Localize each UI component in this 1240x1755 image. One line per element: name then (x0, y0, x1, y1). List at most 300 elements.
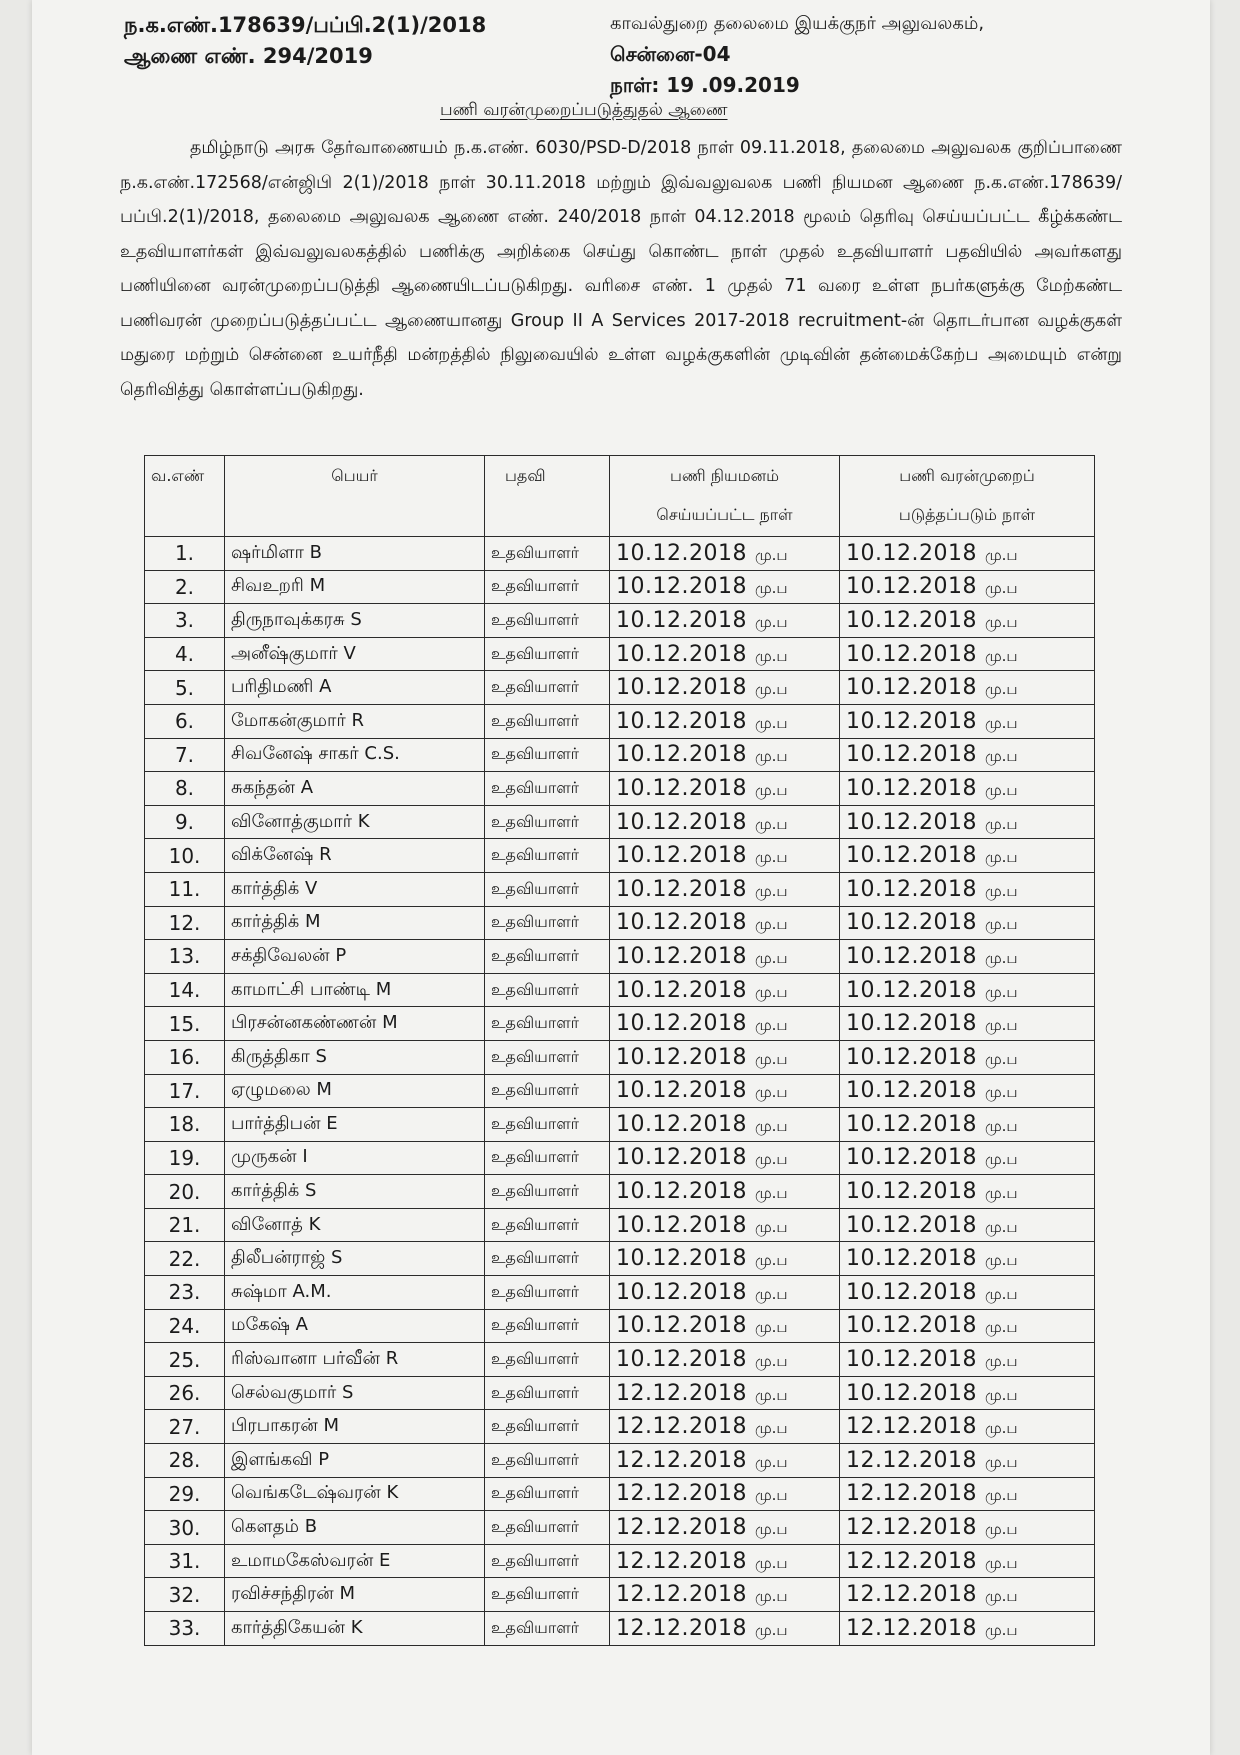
regularisation-session: மு.ப (984, 1217, 1018, 1236)
row-regularisation-date (840, 1108, 1095, 1142)
appointment-session: மு.ப (754, 1452, 788, 1471)
regularisation-date-value: 10.12.2018 (846, 1246, 977, 1272)
regularisation-date-value: 10.12.2018 (846, 1179, 977, 1205)
appointment-date-value: 10.12.2018 (616, 1279, 747, 1305)
appointment-date-value: 10.12.2018 (616, 910, 747, 936)
order-subject: பணி வரன்முறைப்படுத்துதல் ஆணை (440, 100, 728, 120)
regularisation-date-value: 10.12.2018 (846, 943, 977, 969)
row-designation: உதவியாளர் (485, 906, 610, 940)
row-regularisation-date (840, 973, 1095, 1007)
row-designation: உதவியாளர் (485, 738, 610, 772)
row-designation: உதவியாளர் (485, 1410, 610, 1444)
table-row (145, 570, 1095, 604)
table-row (145, 604, 1095, 638)
row-employee-name: சுகந்தன் A (225, 772, 485, 806)
row-designation: உதவியாளர் (485, 604, 610, 638)
row-serial-number: 24. (145, 1309, 225, 1343)
row-appointment-date (610, 1175, 840, 1209)
regularisation-session: மு.ப (984, 646, 1018, 665)
row-serial-number: 31. (145, 1544, 225, 1578)
appointment-date-value: 10.12.2018 (616, 574, 747, 600)
row-regularisation-date (840, 570, 1095, 604)
table-row (145, 772, 1095, 806)
appointment-session: மு.ப (754, 948, 788, 967)
row-regularisation-date (840, 1208, 1095, 1242)
col-header-post: பதவி (485, 456, 610, 537)
appointment-date-value: 10.12.2018 (616, 1011, 747, 1037)
table-row (145, 637, 1095, 671)
table-row (145, 906, 1095, 940)
office-address (610, 8, 984, 101)
regularisation-date-value: 10.12.2018 (846, 607, 977, 633)
row-serial-number: 20. (145, 1175, 225, 1209)
row-serial-number: 33. (145, 1612, 225, 1646)
appointment-date-value: 10.12.2018 (616, 843, 747, 869)
table-row (145, 1612, 1095, 1646)
table-row (145, 1141, 1095, 1175)
row-appointment-date (610, 1544, 840, 1578)
row-regularisation-date (840, 738, 1095, 772)
row-employee-name: மோகன்குமார் R (225, 704, 485, 738)
appointment-session: மு.ப (754, 982, 788, 1001)
row-regularisation-date (840, 604, 1095, 638)
row-designation: உதவியாளர் (485, 1141, 610, 1175)
row-employee-name: ரவிச்சந்திரன் M (225, 1578, 485, 1612)
row-designation: உதவியாளர் (485, 940, 610, 974)
appointment-session: மு.ப (754, 579, 788, 598)
appointment-session: மு.ப (754, 1385, 788, 1404)
row-employee-name: சுஷ்மா A.M. (225, 1276, 485, 1310)
appointment-session: மு.ப (754, 1217, 788, 1236)
regularisation-session: மு.ப (984, 1587, 1018, 1606)
regularisation-date-value: 12.12.2018 (846, 1548, 977, 1574)
row-serial-number: 23. (145, 1276, 225, 1310)
row-appointment-date (610, 1410, 840, 1444)
appointment-session: மு.ப (754, 646, 788, 665)
col-header-appointment-line1: பணி நியமனம் (669, 466, 780, 485)
office-name: காவல்துறை தலைமை இயக்குநர் அலுவலகம், (610, 13, 985, 34)
row-regularisation-date (840, 839, 1095, 873)
appointment-session: மு.ப (754, 848, 788, 867)
appointment-session: மு.ப (754, 1016, 788, 1035)
row-designation: உதவியாளர் (485, 973, 610, 1007)
row-serial-number: 18. (145, 1108, 225, 1142)
table-row (145, 1511, 1095, 1545)
row-serial-number: 10. (145, 839, 225, 873)
table-row (145, 1309, 1095, 1343)
row-serial-number: 4. (145, 637, 225, 671)
table-row (145, 1175, 1095, 1209)
appointment-session: மு.ப (754, 1587, 788, 1606)
row-designation: உதவியாளர் (485, 1040, 610, 1074)
staff-table (144, 455, 1095, 1646)
row-designation: உதவியாளர் (485, 805, 610, 839)
row-appointment-date (610, 1578, 840, 1612)
appointment-date-value: 12.12.2018 (616, 1615, 747, 1641)
row-regularisation-date (840, 637, 1095, 671)
row-serial-number: 14. (145, 973, 225, 1007)
table-row (145, 1074, 1095, 1108)
regularisation-date-value: 10.12.2018 (846, 910, 977, 936)
regularisation-session: மு.ப (984, 1452, 1018, 1471)
regularisation-session: மு.ப (984, 814, 1018, 833)
table-row (145, 704, 1095, 738)
row-regularisation-date (840, 906, 1095, 940)
row-serial-number: 26. (145, 1376, 225, 1410)
row-employee-name: பார்த்திபன் E (225, 1108, 485, 1142)
appointment-date-value: 12.12.2018 (616, 1515, 747, 1541)
table-row (145, 1410, 1095, 1444)
row-appointment-date (610, 570, 840, 604)
col-header-regularisation-line2: படுத்தப்படும் நாள் (898, 505, 1036, 524)
regularisation-date-value: 12.12.2018 (846, 1582, 977, 1608)
regularisation-session: மு.ப (984, 1352, 1018, 1371)
regularisation-date-value: 10.12.2018 (846, 540, 977, 566)
appointment-session: மு.ப (754, 1284, 788, 1303)
regularisation-session: மு.ப (984, 1620, 1018, 1639)
regularisation-session: மு.ப (984, 545, 1018, 564)
col-header-appointment-line2: செய்யப்பட்ட நாள் (656, 505, 793, 524)
appointment-date-value: 10.12.2018 (616, 540, 747, 566)
row-employee-name: ஷர்மிளா B (225, 537, 485, 571)
appointment-date-value: 10.12.2018 (616, 742, 747, 768)
row-designation: உதவியாளர் (485, 1343, 610, 1377)
row-employee-name: சிவஉறரி M (225, 570, 485, 604)
regularisation-date-value: 12.12.2018 (846, 1515, 977, 1541)
row-appointment-date (610, 637, 840, 671)
appointment-session: மு.ப (754, 1520, 788, 1539)
appointment-session: மு.ப (754, 747, 788, 766)
appointment-session: மு.ப (754, 1352, 788, 1371)
row-employee-name: சிவனேஷ் சாகர் C.S. (225, 738, 485, 772)
regularisation-date-value: 10.12.2018 (846, 1078, 977, 1104)
appointment-session: மு.ப (754, 545, 788, 564)
row-employee-name: கார்த்திக் S (225, 1175, 485, 1209)
regularisation-session: மு.ப (984, 1184, 1018, 1203)
appointment-date-value: 12.12.2018 (616, 1582, 747, 1608)
regularisation-date-value: 10.12.2018 (846, 775, 977, 801)
table-row (145, 1544, 1095, 1578)
regularisation-session: மு.ப (984, 1385, 1018, 1404)
appointment-session: மு.ப (754, 713, 788, 732)
row-appointment-date (610, 738, 840, 772)
col-header-sno: வ.எண் (145, 456, 225, 537)
row-appointment-date (610, 1309, 840, 1343)
row-employee-name: அனீஷ்குமார் V (225, 637, 485, 671)
table-body (145, 537, 1095, 1646)
row-employee-name: விக்னேஷ் R (225, 839, 485, 873)
row-regularisation-date (840, 1376, 1095, 1410)
row-employee-name: திருநாவுக்கரசு S (225, 604, 485, 638)
row-designation: உதவியாளர் (485, 1578, 610, 1612)
row-appointment-date (610, 872, 840, 906)
appointment-date-value: 10.12.2018 (616, 1078, 747, 1104)
row-regularisation-date (840, 940, 1095, 974)
regularisation-session: மு.ப (984, 1318, 1018, 1337)
table-row (145, 738, 1095, 772)
appointment-date-value: 12.12.2018 (616, 1414, 747, 1440)
row-employee-name: இளங்கவி P (225, 1444, 485, 1478)
row-regularisation-date (840, 1544, 1095, 1578)
regularisation-date-value: 10.12.2018 (846, 1011, 977, 1037)
row-employee-name: வினோத்குமார் K (225, 805, 485, 839)
table-row (145, 1376, 1095, 1410)
row-appointment-date (610, 1511, 840, 1545)
table-row (145, 1040, 1095, 1074)
table-row (145, 1578, 1095, 1612)
appointment-session: மு.ப (754, 814, 788, 833)
row-designation: உதவியாளர் (485, 1208, 610, 1242)
appointment-date-value: 10.12.2018 (616, 607, 747, 633)
row-appointment-date (610, 805, 840, 839)
regularisation-date-value: 10.12.2018 (846, 1111, 977, 1137)
row-regularisation-date (840, 1511, 1095, 1545)
row-designation: உதவியாளர் (485, 839, 610, 873)
row-serial-number: 12. (145, 906, 225, 940)
row-employee-name: பிரசன்னகண்ணன் M (225, 1007, 485, 1041)
row-employee-name: கார்த்திகேயன் K (225, 1612, 485, 1646)
row-appointment-date (610, 839, 840, 873)
row-designation: உதவியாளர் (485, 1376, 610, 1410)
row-employee-name: கௌதம் B (225, 1511, 485, 1545)
row-designation: உதவியாளர் (485, 537, 610, 571)
row-serial-number: 9. (145, 805, 225, 839)
appointment-date-value: 10.12.2018 (616, 641, 747, 667)
regularisation-date-value: 10.12.2018 (846, 675, 977, 701)
appointment-session: மு.ப (754, 1553, 788, 1572)
row-employee-name: வெங்கடேஷ்வரன் K (225, 1477, 485, 1511)
table-row (145, 973, 1095, 1007)
row-employee-name: உமாமகேஸ்வரன் E (225, 1544, 485, 1578)
row-regularisation-date (840, 772, 1095, 806)
appointment-session: மு.ப (754, 1083, 788, 1102)
regularisation-session: மு.ப (984, 915, 1018, 934)
row-employee-name: காமாட்சி பாண்டி M (225, 973, 485, 1007)
row-regularisation-date (840, 1175, 1095, 1209)
row-employee-name: முருகன் I (225, 1141, 485, 1175)
row-serial-number: 7. (145, 738, 225, 772)
row-employee-name: ஏழுமலை M (225, 1074, 485, 1108)
appointment-session: மு.ப (754, 1049, 788, 1068)
regularisation-session: மு.ப (984, 1016, 1018, 1035)
row-designation: உதவியாளர் (485, 1477, 610, 1511)
table-row (145, 805, 1095, 839)
row-designation: உதவியாளர் (485, 570, 610, 604)
appointment-date-value: 12.12.2018 (616, 1380, 747, 1406)
row-regularisation-date (840, 1410, 1095, 1444)
regularisation-session: மு.ப (984, 1553, 1018, 1572)
regularisation-session: மு.ப (984, 579, 1018, 598)
table-row (145, 872, 1095, 906)
row-serial-number: 11. (145, 872, 225, 906)
row-regularisation-date (840, 1276, 1095, 1310)
row-designation: உதவியாளர் (485, 1108, 610, 1142)
regularisation-date-value: 10.12.2018 (846, 1347, 977, 1373)
row-regularisation-date (840, 1578, 1095, 1612)
row-regularisation-date (840, 1040, 1095, 1074)
appointment-date-value: 10.12.2018 (616, 675, 747, 701)
table-row (145, 1343, 1095, 1377)
appointment-date-value: 10.12.2018 (616, 809, 747, 835)
row-designation: உதவியாளர் (485, 772, 610, 806)
row-appointment-date (610, 1007, 840, 1041)
appointment-date-value: 12.12.2018 (616, 1481, 747, 1507)
row-serial-number: 25. (145, 1343, 225, 1377)
table-row (145, 1444, 1095, 1478)
regularisation-session: மு.ப (984, 1284, 1018, 1303)
row-appointment-date (610, 1208, 840, 1242)
row-regularisation-date (840, 1074, 1095, 1108)
row-employee-name: ரிஸ்வானா பர்வீன் R (225, 1343, 485, 1377)
row-appointment-date (610, 973, 840, 1007)
table-row (145, 1276, 1095, 1310)
row-serial-number: 21. (145, 1208, 225, 1242)
row-employee-name: கார்த்திக் M (225, 906, 485, 940)
row-employee-name: திலீபன்ராஜ் S (225, 1242, 485, 1276)
regularisation-date-value: 10.12.2018 (846, 1145, 977, 1171)
regularisation-date-value: 10.12.2018 (846, 641, 977, 667)
document-page (32, 0, 1210, 1755)
file-number: ந.க.எண்.178639/பப்பி.2(1)/2018 (124, 13, 487, 37)
regularisation-session: மு.ப (984, 948, 1018, 967)
row-designation: உதவியாளர் (485, 1511, 610, 1545)
row-appointment-date (610, 1444, 840, 1478)
regularisation-date-value: 10.12.2018 (846, 1313, 977, 1339)
row-serial-number: 6. (145, 704, 225, 738)
regularisation-date-value: 10.12.2018 (846, 742, 977, 768)
row-employee-name: கிருத்திகா S (225, 1040, 485, 1074)
appointment-date-value: 10.12.2018 (616, 775, 747, 801)
row-serial-number: 15. (145, 1007, 225, 1041)
appointment-date-value: 10.12.2018 (616, 1145, 747, 1171)
col-header-appointment-date (610, 456, 840, 537)
row-appointment-date (610, 1108, 840, 1142)
table-row (145, 537, 1095, 571)
appointment-date-value: 10.12.2018 (616, 1313, 747, 1339)
row-serial-number: 32. (145, 1578, 225, 1612)
appointment-session: மு.ப (754, 1251, 788, 1270)
row-serial-number: 27. (145, 1410, 225, 1444)
table-row (145, 940, 1095, 974)
row-regularisation-date (840, 537, 1095, 571)
row-appointment-date (610, 772, 840, 806)
regularisation-session: மு.ப (984, 713, 1018, 732)
appointment-session: மு.ப (754, 915, 788, 934)
row-employee-name: பரிதிமணி A (225, 671, 485, 705)
regularisation-date-value: 10.12.2018 (846, 1044, 977, 1070)
row-appointment-date (610, 1612, 840, 1646)
row-regularisation-date (840, 1309, 1095, 1343)
file-reference (124, 10, 486, 72)
row-appointment-date (610, 1141, 840, 1175)
regularisation-session: மு.ப (984, 982, 1018, 1001)
regularisation-session: மு.ப (984, 848, 1018, 867)
row-serial-number: 22. (145, 1242, 225, 1276)
row-employee-name: மகேஷ் A (225, 1309, 485, 1343)
row-designation: உதவியாளர் (485, 1074, 610, 1108)
office-city: சென்னை-04 (610, 42, 731, 66)
table-header-row (145, 456, 1095, 537)
appointment-date-value: 10.12.2018 (616, 1179, 747, 1205)
regularisation-session: மு.ப (984, 780, 1018, 799)
appointment-session: மு.ப (754, 1318, 788, 1337)
regularisation-session: மு.ப (984, 1419, 1018, 1438)
row-regularisation-date (840, 1612, 1095, 1646)
regularisation-date-value: 10.12.2018 (846, 977, 977, 1003)
row-regularisation-date (840, 1444, 1095, 1478)
row-regularisation-date (840, 805, 1095, 839)
table-row (145, 1208, 1095, 1242)
table-row (145, 1242, 1095, 1276)
appointment-date-value: 10.12.2018 (616, 1044, 747, 1070)
row-appointment-date (610, 1343, 840, 1377)
col-header-regularisation-date (840, 456, 1095, 537)
row-appointment-date (610, 1040, 840, 1074)
row-serial-number: 13. (145, 940, 225, 974)
table-row (145, 1007, 1095, 1041)
regularisation-date-value: 12.12.2018 (846, 1447, 977, 1473)
appointment-date-value: 10.12.2018 (616, 876, 747, 902)
appointment-session: மு.ப (754, 780, 788, 799)
row-employee-name: கார்த்திக் V (225, 872, 485, 906)
appointment-session: மு.ப (754, 1184, 788, 1203)
appointment-session: மு.ப (754, 1419, 788, 1438)
row-regularisation-date (840, 1477, 1095, 1511)
appointment-date-value: 10.12.2018 (616, 1212, 747, 1238)
row-employee-name: பிரபாகரன் M (225, 1410, 485, 1444)
appointment-date-value: 12.12.2018 (616, 1447, 747, 1473)
row-appointment-date (610, 1242, 840, 1276)
regularisation-date-value: 10.12.2018 (846, 1279, 977, 1305)
col-header-regularisation-line1: பணி வரன்முறைப் (899, 466, 1035, 485)
row-regularisation-date (840, 1007, 1095, 1041)
row-appointment-date (610, 1376, 840, 1410)
table-row (145, 671, 1095, 705)
appointment-date-value: 10.12.2018 (616, 1347, 747, 1373)
appointment-date-value: 10.12.2018 (616, 943, 747, 969)
row-appointment-date (610, 906, 840, 940)
regularisation-date-value: 12.12.2018 (846, 1615, 977, 1641)
row-designation: உதவியாளர் (485, 1444, 610, 1478)
row-serial-number: 19. (145, 1141, 225, 1175)
order-body-paragraph: தமிழ்நாடு அரசு தேர்வாணையம் ந.க.எண். 6030/PSD-D/2018 நாள் 09.11.2018, தலைமை அலுவலக குறிப்பாணை ந.க.எண்.172568/என்ஜிபி 2(1)/2018 நாள் 30.11.2018 மற்றும் இவ்வலுவலக பணி நியமன ஆணை ந.க.எண்.178639/பப்பி.2(1)/2018, தலைமை அலுவலக ஆணை எண். 240/2018 நாள் 04.12.2018 மூலம் தெரிவு செய்யப்பட்ட கீழ்க்கண்ட உதவியாளர்கள் இவ்வலுவலகத்தில் பணிக்கு அறிக்கை செய்து கொண்ட நாள் முதல் உதவியாளர் பதவியில் அவர்களது பணியினை வரன்முறைப்படுத்தி ஆணையிடப்படுகிறது. வரிசை எண். 1 முதல் 71 வரை உள்ள நபர்களுக்கு மேற்கண்ட பணிவரன் முறைப்படுத்தப்பட்ட ஆணையானது Group II A Services 2017-2018 recruitment-ன் தொடர்பான வழக்குகள் மதுரை மற்றும் சென்னை உயர்நீதி மன்றத்தில் நிலுவையில் உள்ள வழக்குகளின் முடிவின் தன்மைக்கேற்ப அமையும் என்று தெரிவித்து கொள்ளப்படுகிறது. (120, 138, 1122, 400)
regularisation-session: மு.ப (984, 612, 1018, 631)
regularisation-session: மு.ப (984, 1520, 1018, 1539)
col-header-name: பெயர் (225, 456, 485, 537)
row-designation: உதவியாளர் (485, 1612, 610, 1646)
row-serial-number: 5. (145, 671, 225, 705)
row-regularisation-date (840, 1343, 1095, 1377)
row-serial-number: 30. (145, 1511, 225, 1545)
regularisation-date-value: 10.12.2018 (846, 809, 977, 835)
row-designation: உதவியாளர் (485, 704, 610, 738)
row-regularisation-date (840, 1242, 1095, 1276)
row-designation: உதவியாளர் (485, 671, 610, 705)
regularisation-date-value: 12.12.2018 (846, 1481, 977, 1507)
row-serial-number: 1. (145, 537, 225, 571)
order-number: ஆணை எண். 294/2019 (124, 44, 373, 68)
regularisation-session: மு.ப (984, 1049, 1018, 1068)
row-regularisation-date (840, 671, 1095, 705)
row-serial-number: 3. (145, 604, 225, 638)
regularisation-date-value: 12.12.2018 (846, 1414, 977, 1440)
regularisation-date-value: 10.12.2018 (846, 708, 977, 734)
row-regularisation-date (840, 704, 1095, 738)
row-appointment-date (610, 537, 840, 571)
row-appointment-date (610, 704, 840, 738)
regularisation-date-value: 10.12.2018 (846, 1212, 977, 1238)
row-designation: உதவியாளர் (485, 1276, 610, 1310)
